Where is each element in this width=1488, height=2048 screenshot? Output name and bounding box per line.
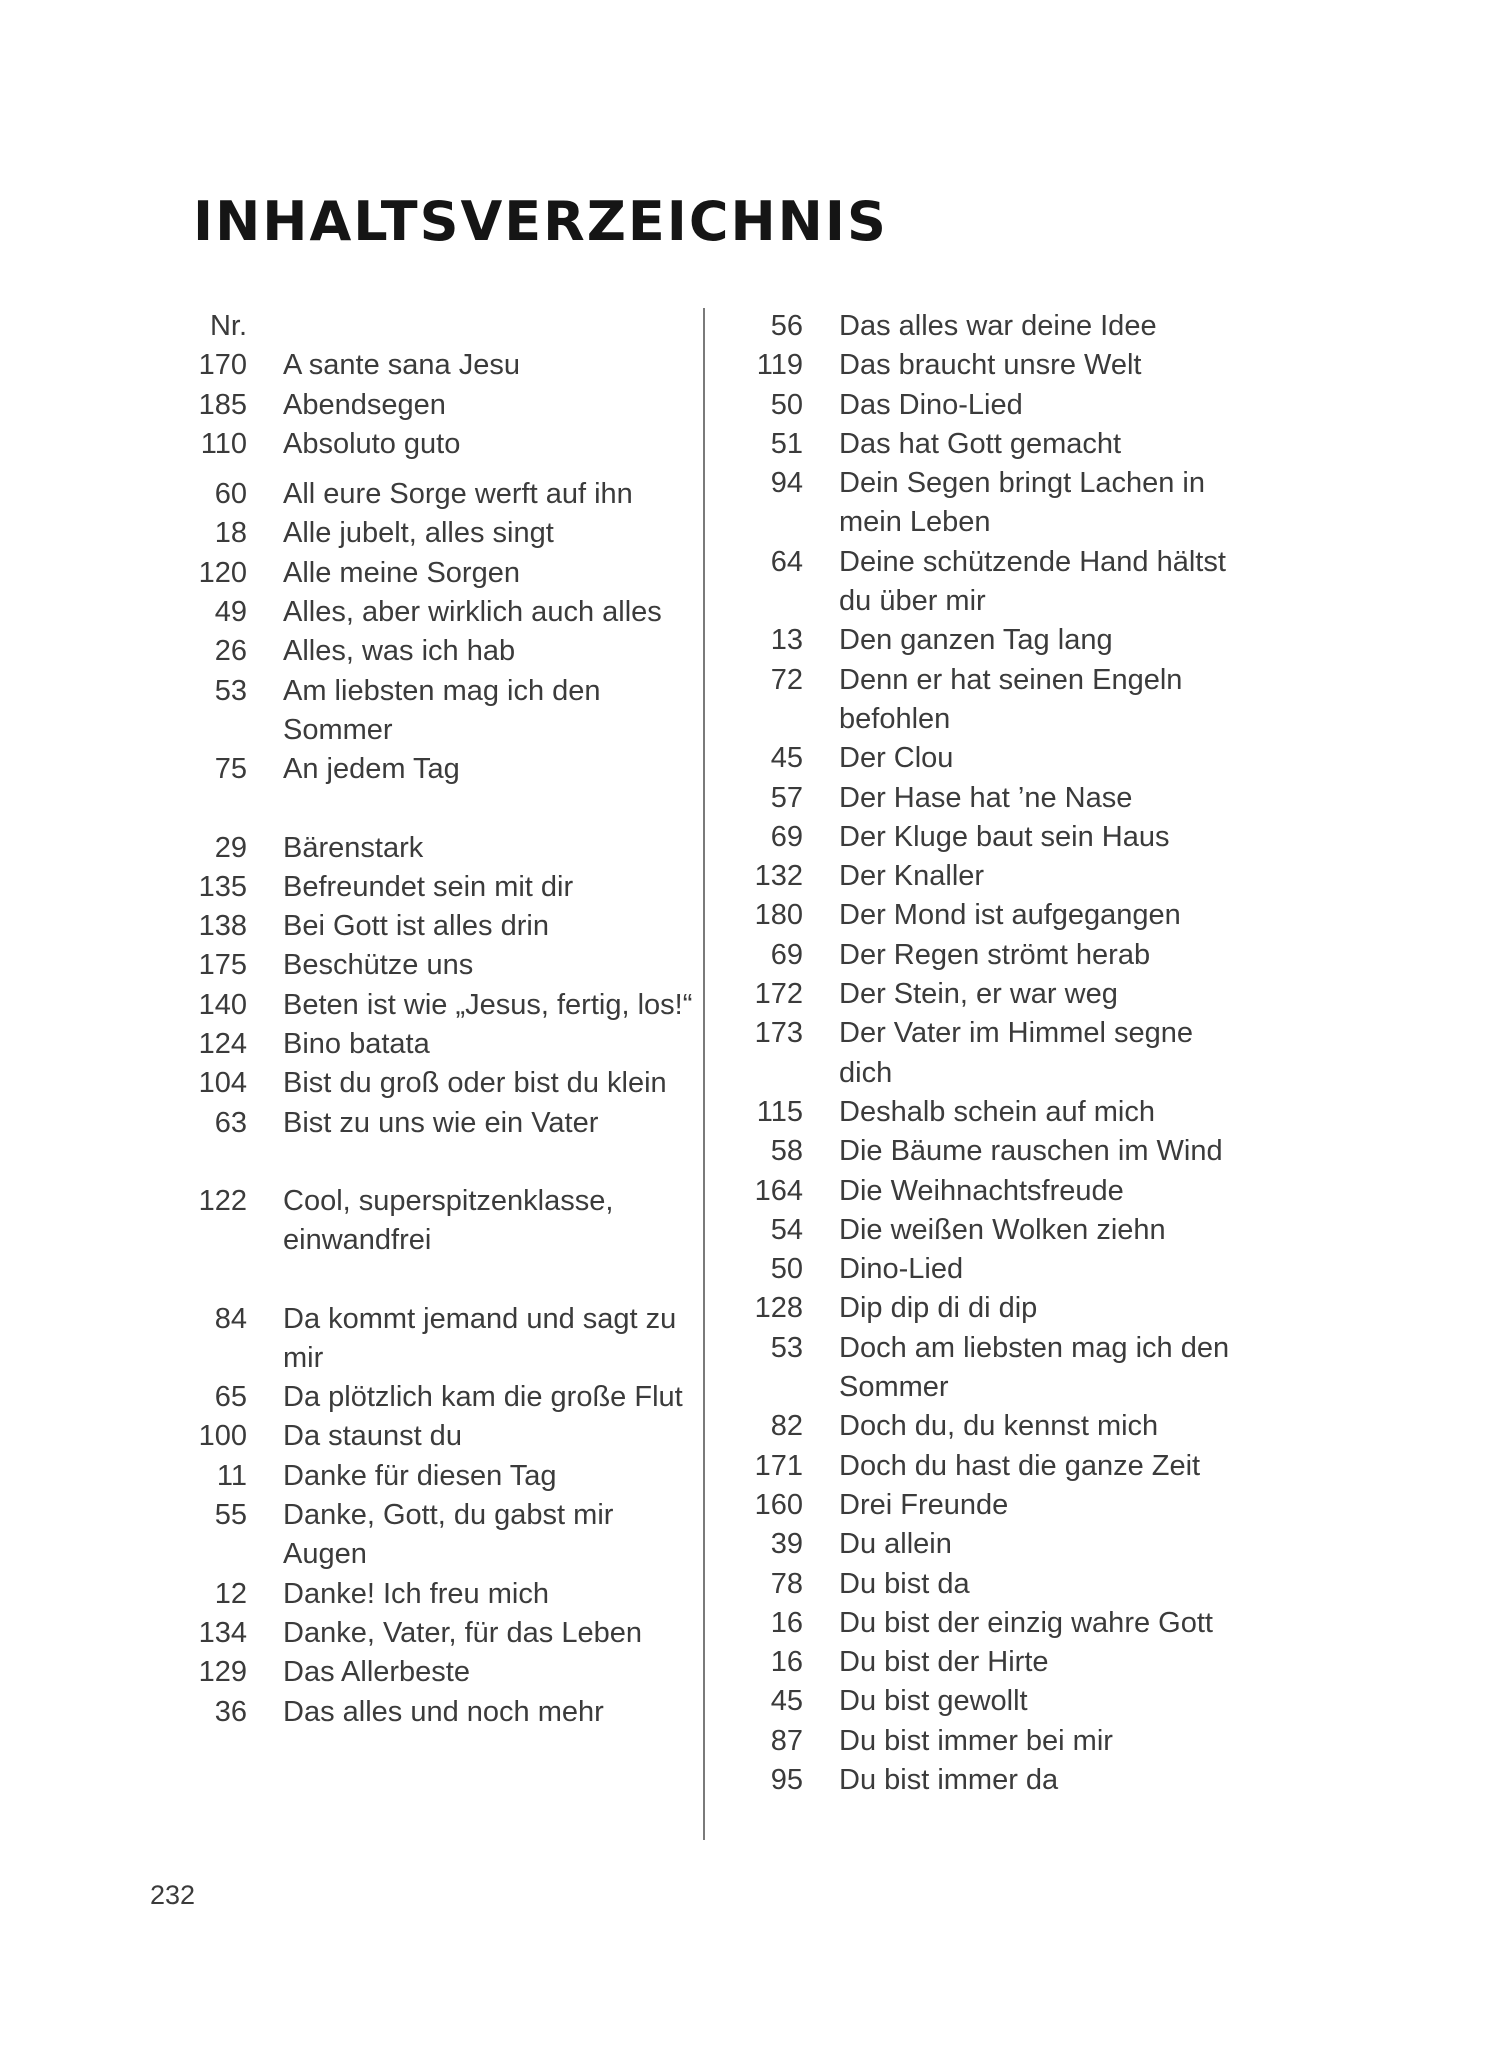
column-divider bbox=[703, 308, 705, 1840]
entry-title: An jedem Tag bbox=[283, 753, 460, 786]
entry-title: Der Mond ist aufgegangen bbox=[839, 899, 1181, 932]
section-gap bbox=[180, 464, 740, 475]
entry-title: Du allein bbox=[839, 1528, 952, 1561]
toc-entry bbox=[180, 1025, 740, 1064]
entry-title: Die Bäume rauschen im Wind bbox=[839, 1135, 1223, 1168]
entry-number: 124 bbox=[198, 1028, 247, 1061]
toc-entry bbox=[180, 593, 740, 632]
entry-title: Alle meine Sorgen bbox=[283, 556, 520, 589]
entry-title: Den ganzen Tag lang bbox=[839, 624, 1113, 657]
entry-title: Das Dino-Lied bbox=[839, 388, 1023, 421]
toc-entry bbox=[736, 1211, 1296, 1250]
entry-number: 11 bbox=[216, 1459, 247, 1492]
entry-title: Da plötzlich kam die große Flut bbox=[283, 1381, 683, 1414]
nr-header: Nr. bbox=[209, 310, 247, 342]
toc-entry bbox=[736, 346, 1296, 385]
entry-title: Doch am liebsten mag ich den Sommer bbox=[839, 1331, 1230, 1404]
entry-number: 185 bbox=[198, 388, 247, 421]
toc-list-right bbox=[736, 307, 1296, 1800]
entry-title: Danke, Gott, du gabst mir Augen bbox=[283, 1499, 614, 1571]
toc-entry bbox=[736, 1565, 1296, 1604]
entry-title: Das alles und noch mehr bbox=[283, 1695, 604, 1728]
entry-number: 160 bbox=[754, 1488, 803, 1521]
entry-number: 16 bbox=[770, 1646, 803, 1679]
toc-entry bbox=[180, 475, 740, 514]
entry-number: 170 bbox=[198, 349, 247, 382]
entry-number: 16 bbox=[770, 1606, 803, 1639]
toc-entry bbox=[180, 346, 740, 385]
entry-number: 129 bbox=[198, 1656, 247, 1689]
toc-entry bbox=[180, 1104, 740, 1143]
entry-title: All eure Sorge werft auf ihn bbox=[283, 478, 633, 511]
entry-title: Bist du groß oder bist du klein bbox=[283, 1067, 667, 1100]
entry-number: 18 bbox=[214, 517, 247, 550]
entry-title: Denn er hat seinen Engeln befohlen bbox=[839, 663, 1183, 735]
entry-title: Der Kluge baut sein Haus bbox=[839, 820, 1170, 853]
toc-entry bbox=[180, 425, 740, 464]
toc-entry bbox=[180, 1457, 740, 1496]
toc-list-left bbox=[180, 346, 740, 1732]
entry-number: 171 bbox=[754, 1449, 803, 1482]
entry-number: 135 bbox=[198, 870, 247, 903]
entry-title: Da kommt jemand und sagt zu mir bbox=[283, 1302, 677, 1374]
toc-entry bbox=[736, 1132, 1296, 1171]
entry-number: 95 bbox=[770, 1763, 803, 1796]
toc-entry bbox=[736, 425, 1296, 464]
toc-entry bbox=[736, 543, 1296, 622]
toc-entry bbox=[736, 936, 1296, 975]
entry-title: Absoluto guto bbox=[283, 427, 461, 460]
toc-entry bbox=[180, 1693, 740, 1732]
entry-number: 12 bbox=[214, 1577, 247, 1610]
toc-entry bbox=[736, 739, 1296, 778]
entry-title: Der Hase hat ’ne Nase bbox=[839, 781, 1133, 814]
entry-number: 94 bbox=[770, 467, 803, 500]
toc-entry bbox=[180, 946, 740, 985]
page-title: INHALTSVERZEICHNIS bbox=[193, 190, 888, 253]
entry-title: Danke! Ich freu mich bbox=[283, 1577, 549, 1610]
toc-entry bbox=[736, 1604, 1296, 1643]
entry-title: Der Stein, er war weg bbox=[839, 978, 1118, 1011]
entry-number: 180 bbox=[754, 899, 803, 932]
entry-title: Drei Freunde bbox=[839, 1488, 1009, 1521]
entry-number: 45 bbox=[770, 1685, 803, 1718]
toc-entry bbox=[736, 1761, 1296, 1800]
entry-title: Deshalb schein auf mich bbox=[839, 1095, 1155, 1128]
entry-title: Beten ist wie „Jesus, fertig, los!“ bbox=[283, 988, 693, 1021]
entry-number: 87 bbox=[770, 1724, 803, 1757]
entry-number: 84 bbox=[214, 1302, 247, 1335]
toc-entry bbox=[736, 1447, 1296, 1486]
entry-title: Am liebsten mag ich den Sommer bbox=[283, 674, 601, 746]
toc-entry bbox=[180, 554, 740, 593]
entry-title: Du bist da bbox=[839, 1567, 970, 1600]
section-gap bbox=[180, 1261, 740, 1300]
section-gap bbox=[180, 1143, 740, 1182]
entry-title: Alles, aber wirklich auch alles bbox=[283, 596, 662, 629]
toc-entry bbox=[180, 829, 740, 868]
entry-title: Doch du hast die ganze Zeit bbox=[839, 1449, 1201, 1482]
entry-number: 115 bbox=[756, 1095, 803, 1128]
toc-entry bbox=[736, 1289, 1296, 1328]
toc-entry bbox=[736, 1486, 1296, 1525]
entry-number: 69 bbox=[770, 820, 803, 853]
entry-title: Die weißen Wolken ziehn bbox=[839, 1213, 1166, 1246]
toc-entry bbox=[736, 818, 1296, 857]
toc-entry bbox=[736, 1682, 1296, 1721]
entry-title: Danke für diesen Tag bbox=[283, 1459, 557, 1492]
entry-title: Da staunst du bbox=[283, 1420, 462, 1453]
entry-number: 13 bbox=[770, 624, 803, 657]
entry-number: 57 bbox=[770, 781, 803, 814]
entry-title: Du bist gewollt bbox=[839, 1685, 1028, 1718]
toc-column-right bbox=[736, 307, 1296, 1800]
toc-entry bbox=[180, 632, 740, 671]
entry-title: Alles, was ich hab bbox=[283, 635, 516, 668]
toc-entry bbox=[180, 750, 740, 789]
entry-title: Danke, Vater, für das Leben bbox=[283, 1616, 642, 1649]
entry-title: Deine schützende Hand hältst du über mir bbox=[839, 545, 1226, 618]
entry-number: 58 bbox=[770, 1135, 803, 1168]
toc-entry bbox=[736, 896, 1296, 935]
entry-title: Du bist immer da bbox=[839, 1763, 1059, 1796]
entry-title: Dein Segen bringt Lachen in mein Leben bbox=[839, 467, 1205, 539]
entry-number: 172 bbox=[754, 978, 803, 1011]
entry-title: Abendsegen bbox=[283, 388, 446, 421]
entry-title: Bist zu uns wie ein Vater bbox=[283, 1106, 599, 1139]
section-gap bbox=[180, 790, 740, 829]
entry-number: 140 bbox=[198, 988, 247, 1021]
toc-entry bbox=[736, 1250, 1296, 1289]
entry-number: 134 bbox=[198, 1616, 247, 1649]
entry-number: 26 bbox=[214, 635, 247, 668]
entry-title: Dino-Lied bbox=[839, 1253, 964, 1286]
entry-number: 82 bbox=[770, 1410, 803, 1443]
entry-number: 175 bbox=[198, 949, 247, 982]
entry-number: 36 bbox=[214, 1695, 247, 1728]
entry-number: 132 bbox=[754, 860, 803, 893]
entry-title: Das braucht unsre Welt bbox=[839, 349, 1142, 382]
entry-number: 53 bbox=[214, 674, 247, 707]
entry-title: Der Regen strömt herab bbox=[839, 938, 1151, 971]
entry-number: 50 bbox=[770, 1253, 803, 1286]
page-number: 232 bbox=[150, 1880, 196, 1910]
entry-title: Bino batata bbox=[283, 1028, 430, 1061]
toc-entry bbox=[180, 986, 740, 1025]
toc-entry bbox=[736, 661, 1296, 740]
entry-title: A sante sana Jesu bbox=[283, 349, 520, 382]
toc-entry bbox=[736, 1093, 1296, 1132]
entry-title: Das Allerbeste bbox=[283, 1656, 470, 1689]
toc-header bbox=[180, 307, 740, 346]
entry-title: Die Weihnachtsfreude bbox=[839, 1174, 1124, 1207]
toc-entry bbox=[180, 1417, 740, 1456]
toc-entry bbox=[736, 464, 1296, 543]
entry-title: Doch du, du kennst mich bbox=[839, 1410, 1159, 1443]
toc-entry bbox=[180, 1614, 740, 1653]
entry-title: Du bist immer bei mir bbox=[839, 1724, 1113, 1757]
entry-number: 50 bbox=[770, 388, 803, 421]
toc-entry bbox=[736, 779, 1296, 818]
toc-entry bbox=[736, 1014, 1296, 1093]
entry-title: Alle jubelt, alles singt bbox=[283, 517, 554, 550]
entry-title: Bärenstark bbox=[283, 831, 424, 864]
entry-number: 110 bbox=[200, 427, 247, 460]
entry-number: 53 bbox=[770, 1331, 803, 1364]
toc-entry bbox=[180, 1182, 740, 1261]
entry-number: 54 bbox=[770, 1213, 803, 1246]
toc-entry bbox=[180, 1378, 740, 1417]
toc-entry bbox=[180, 1575, 740, 1614]
entry-number: 63 bbox=[214, 1106, 247, 1139]
toc-entry bbox=[736, 1722, 1296, 1761]
entry-number: 72 bbox=[770, 663, 803, 696]
entry-title: Dip dip di di dip bbox=[839, 1292, 1038, 1325]
entry-number: 64 bbox=[770, 545, 803, 578]
entry-number: 138 bbox=[198, 910, 247, 943]
toc-entry bbox=[736, 1172, 1296, 1211]
entry-number: 55 bbox=[214, 1499, 247, 1532]
entry-title: Das hat Gott gemacht bbox=[839, 427, 1122, 460]
toc-entry bbox=[736, 1525, 1296, 1564]
entry-number: 104 bbox=[198, 1067, 247, 1100]
entry-title: Befreundet sein mit dir bbox=[283, 870, 574, 903]
entry-title: Du bist der Hirte bbox=[839, 1646, 1049, 1679]
entry-title: Beschütze uns bbox=[283, 949, 474, 982]
entry-number: 75 bbox=[214, 753, 247, 786]
toc-entry bbox=[736, 1329, 1296, 1408]
toc-entry bbox=[736, 1643, 1296, 1682]
entry-number: 60 bbox=[214, 478, 247, 511]
toc-entry bbox=[736, 857, 1296, 896]
toc-column-left bbox=[180, 307, 740, 1732]
entry-number: 128 bbox=[754, 1292, 803, 1325]
toc-entry bbox=[180, 386, 740, 425]
entry-number: 29 bbox=[214, 831, 247, 864]
entry-number: 39 bbox=[770, 1528, 803, 1561]
toc-entry bbox=[180, 1300, 740, 1379]
entry-title: Cool, superspitzenklasse, einwandfrei bbox=[283, 1184, 614, 1257]
toc-entry bbox=[736, 386, 1296, 425]
entry-number: 100 bbox=[198, 1420, 247, 1453]
entry-title: Das alles war deine Idee bbox=[839, 310, 1157, 342]
toc-entry bbox=[736, 621, 1296, 660]
toc-entry bbox=[736, 307, 1296, 346]
entry-title: Der Vater im Himmel segne dich bbox=[839, 1017, 1194, 1089]
toc-entry bbox=[180, 907, 740, 946]
toc-entry bbox=[180, 672, 740, 751]
entry-number: 69 bbox=[770, 938, 803, 971]
toc-entry bbox=[180, 1653, 740, 1692]
entry-number: 49 bbox=[214, 596, 247, 629]
toc-entry bbox=[180, 868, 740, 907]
entry-number: 51 bbox=[770, 427, 803, 460]
entry-title: Der Clou bbox=[839, 742, 954, 775]
toc-entry bbox=[180, 1064, 740, 1103]
toc-entry bbox=[736, 975, 1296, 1014]
entry-title: Der Knaller bbox=[839, 860, 985, 893]
entry-number: 65 bbox=[214, 1381, 247, 1414]
toc-entry bbox=[180, 514, 740, 553]
entry-number: 164 bbox=[754, 1174, 803, 1207]
entry-number: 78 bbox=[770, 1567, 803, 1600]
entry-number: 120 bbox=[198, 556, 247, 589]
entry-title: Bei Gott ist alles drin bbox=[283, 910, 549, 943]
entry-title: Du bist der einzig wahre Gott bbox=[839, 1606, 1213, 1639]
entry-number: 122 bbox=[198, 1184, 247, 1217]
toc-entry bbox=[736, 1407, 1296, 1446]
entry-number: 173 bbox=[754, 1017, 803, 1050]
toc-entry bbox=[180, 1496, 740, 1575]
entry-number: 45 bbox=[770, 742, 803, 775]
entry-number: 119 bbox=[756, 349, 803, 382]
entry-number: 56 bbox=[770, 310, 803, 342]
